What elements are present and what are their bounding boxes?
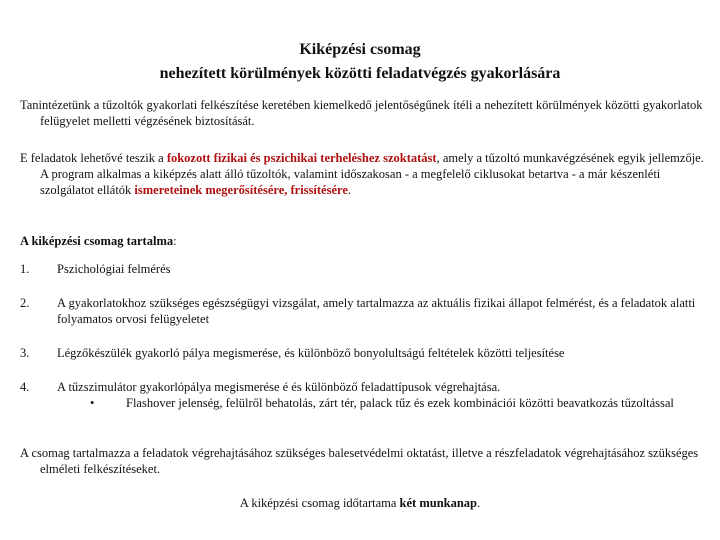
sub-bullet-text: Flashover jelenség, felülről behatolás, zárt tér, palack tűz és ezek kombinációi közötti beavatkozás tűzoltással [126, 396, 674, 410]
paragraph2-text-2: , amely a tűzoltó munkavégzésének egyik jellemzője. A program alkalmas a kiképzés alatt álló tűzoltók, valamint időszakosan - a megfelelő ciklusokat betartva - a már készenléti szolgálatot ellátók [40, 151, 704, 197]
duration-suffix: . [477, 496, 481, 510]
duration-line [0, 495, 720, 511]
contents-heading [20, 233, 692, 249]
contents-heading-colon: : [173, 234, 177, 248]
paragraph2-text-3: . [347, 183, 351, 197]
list-item-number: 1. [20, 262, 30, 276]
contents-heading-text: A kiképzési csomag tartalma [20, 234, 174, 248]
list-item-text: A gyakorlatokhoz szükséges egészségügyi vizsgálat, amely tartalmazza az aktuális fizikai állapot felmérést, és a feladatok alatti folyamatos orvosi felügyeletet [57, 296, 696, 326]
safety-paragraph: A csomag tartalmazza a feladatok végrehajtásához szükséges balesetvédelmi oktatást, illetve a részfeladatok végrehajtásához szükséges elméleti felkészítéseket. [20, 446, 699, 476]
list-item-text: A tűzszimulátor gyakorlópálya megismerése é és különböző feladattípusok végrehajtása. [57, 380, 501, 394]
list-item-text: Pszichológiai felmérés [57, 262, 171, 276]
page-title [0, 38, 720, 86]
list-item-number: 3. [20, 346, 30, 360]
bullet-icon: • [90, 396, 95, 410]
list-item-text: Légzőkészülék gyakorló pálya megismerése, és különböző bonyolultságú feltételek közötti teljesítése [57, 346, 565, 360]
highlight-frissites: ismereteinek megerősítésére, frissítésére [134, 183, 348, 197]
feladatok-paragraph [20, 150, 712, 198]
duration-prefix: A kiképzési csomag időtartama [239, 496, 400, 510]
paragraph2-text-1: E feladatok lehetővé teszik a [20, 151, 167, 165]
highlight-terheles: fokozott fizikai és pszichikai terheléshez szoktatást [166, 151, 437, 165]
list-item-number: 4. [20, 380, 30, 394]
title-line-2: nehezített körülmények közötti feladatvégzés gyakorlására [159, 65, 561, 82]
title-line-1: Kiképzési csomag [299, 41, 421, 58]
intro-paragraph: Tanintézetünk a tűzoltók gyakorlati felkészítése keretében kiemelkedő jelentőségűnek ítéli a nehezített körülmények közötti gyakorlatok felügyelet melletti végzésének biztosítását. [20, 98, 703, 128]
list-item-number: 2. [20, 296, 30, 310]
duration-value: két munkanap [399, 496, 478, 510]
